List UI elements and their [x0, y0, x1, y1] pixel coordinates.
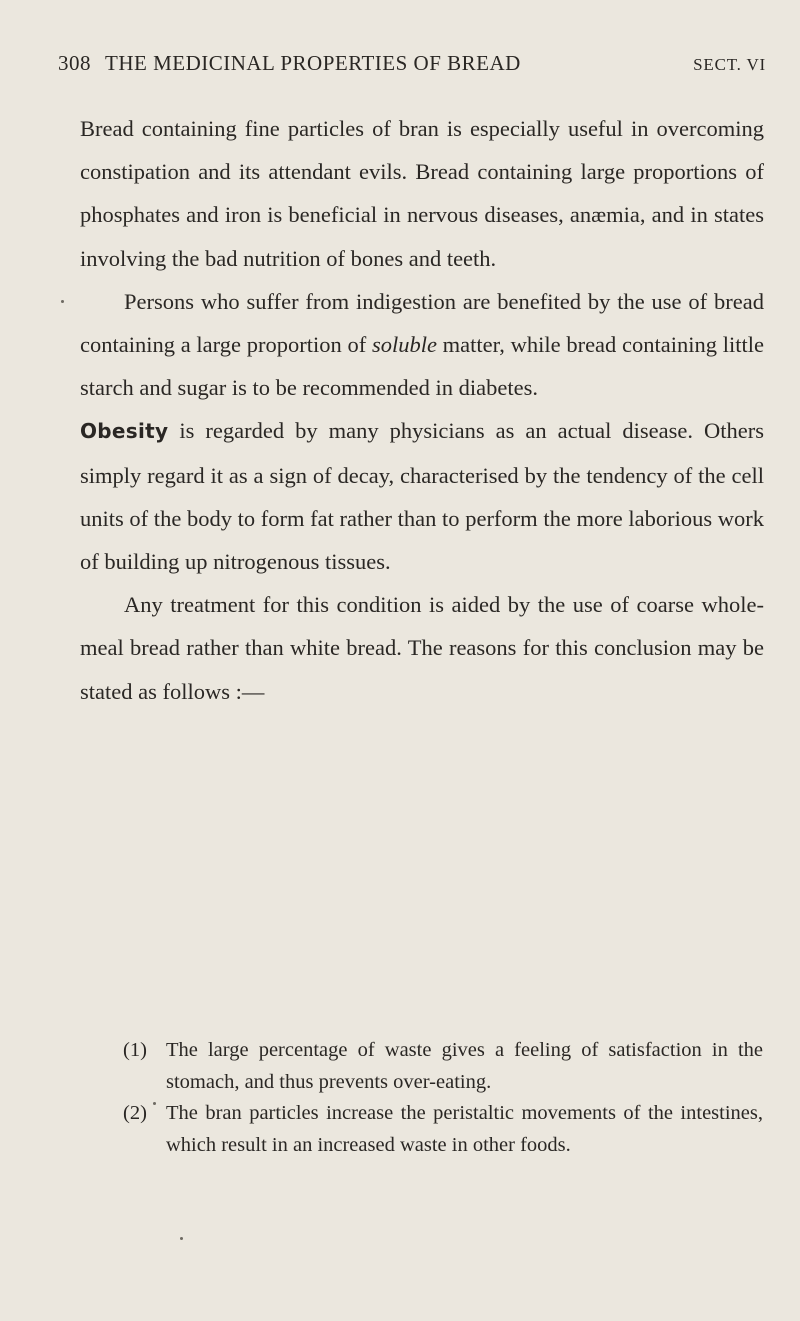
emphasis-soluble: soluble — [371, 332, 437, 358]
paragraph-indigestion-before: Persons who suffer from indigestion are benefited by the use of bread containing a large proportion of — [80, 288, 764, 358]
page-number: 308 — [58, 51, 91, 75]
list-item-number: (2) — [123, 1102, 147, 1124]
obesity-heading: Obesity — [80, 419, 169, 444]
list-item-text: The large percentage of waste gives a feeling of satisfaction in the stomach, and thus prevents over-eating. — [166, 1039, 763, 1093]
list-item — [123, 1035, 763, 1098]
running-head — [58, 51, 766, 81]
section-label: SECT. VI — [693, 55, 766, 74]
paragraph-indigestion — [80, 280, 764, 410]
paper-speck — [180, 1237, 183, 1240]
paper-speck — [61, 300, 64, 303]
reasons-list — [123, 1035, 763, 1161]
paragraph-indigestion-after: matter, while bread containing little starch and sugar is to be recommended in diabetes. — [80, 332, 764, 401]
paragraph-obesity-text: is regarded by many physicians as an actual disease. Others simply regard it as a sign of decay, characterised by the tendency of the cell units of the body to form fat rather than to perform the more laborious work of building up nitrogenous tissues. — [80, 418, 764, 575]
paragraph-obesity — [80, 409, 764, 583]
running-title: THE MEDICINAL PROPERTIES OF BREAD — [105, 51, 521, 75]
paragraph-treatment — [80, 583, 764, 713]
body-text — [80, 107, 764, 713]
paragraph-bran — [80, 107, 764, 280]
paragraph-treatment-text: Any treatment for this condition is aided by the use of coarse whole-meal bread rather than white bread. The reasons for this conclusion may be stated as follows :— — [80, 592, 764, 704]
paragraph-bran-text: Bread containing fine particles of bran is especially useful in overcoming constipation and its attendant evils. Bread containing large proportions of phosphates and iron is beneficial in nervous diseases, anæmia, and in states involving the bad nutrition of bones and teeth. — [80, 116, 764, 271]
list-item — [123, 1098, 763, 1161]
paper-speck — [153, 1102, 156, 1105]
list-item-number: (1) — [123, 1039, 147, 1061]
list-item-text: The bran particles increase the peristaltic movements of the intestines, which result in an increased waste in other foods. — [166, 1102, 763, 1156]
